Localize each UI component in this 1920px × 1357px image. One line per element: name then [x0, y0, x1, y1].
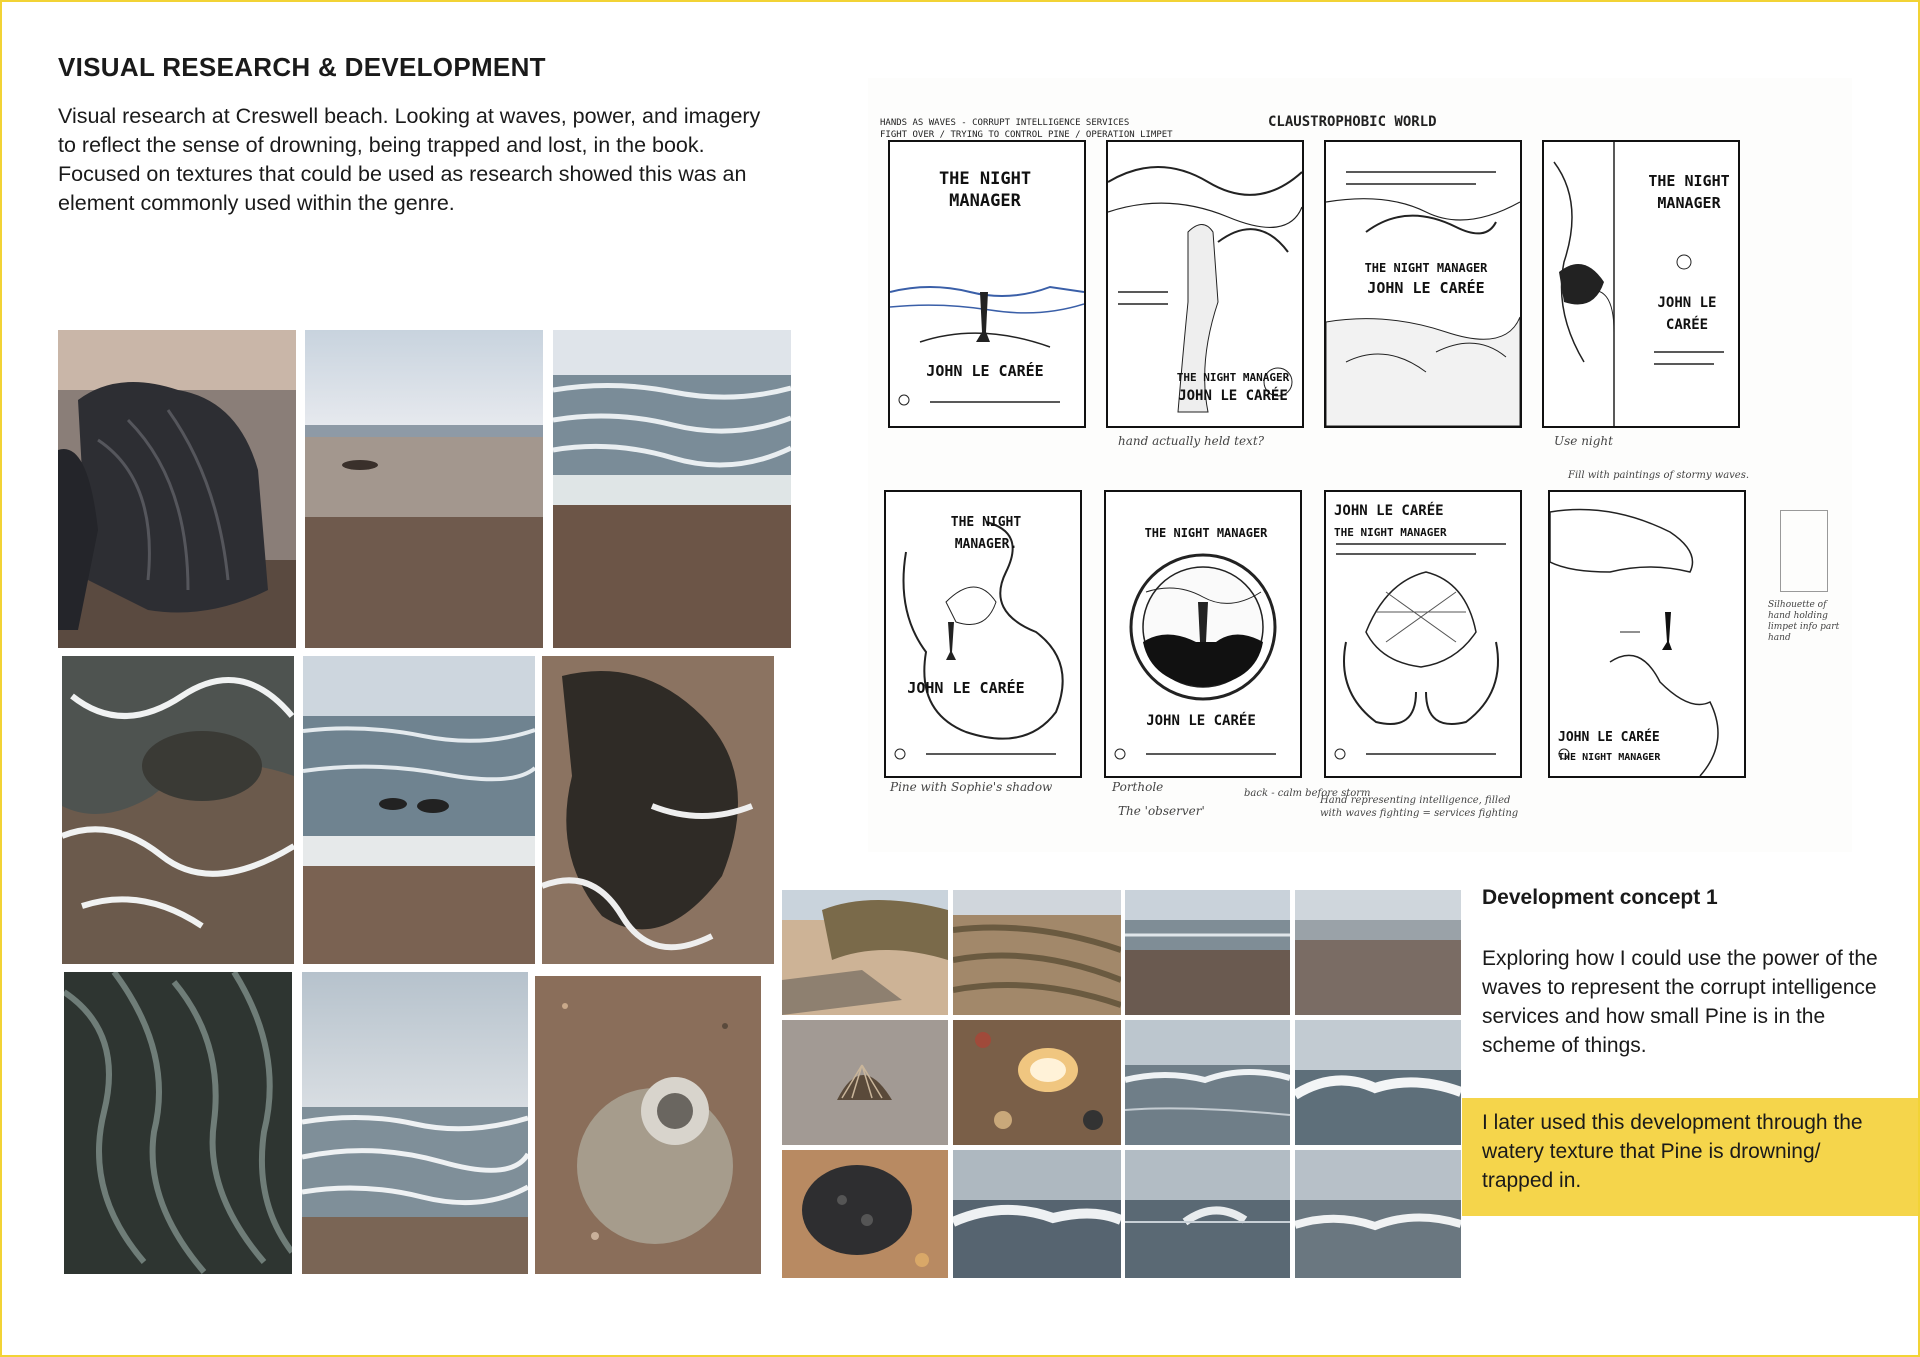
sketch-panel-8-author: JOHN LE CARÉE: [1558, 730, 1660, 745]
sketch-note-hands-as-waves: HANDS AS WAVES - CORRUPT INTELLIGENCE SERVICES: [880, 118, 1130, 128]
sketch-panel-1-title: THE NIGHT MANAGER: [938, 169, 1032, 211]
sketch-note-operation-limpet: FIGHT OVER / TRYING TO CONTROL PINE / OPERATION LIMPET: [880, 130, 1173, 140]
sketch-label-claustrophobic-world: CLAUSTROPHOBIC WORLD: [1268, 114, 1437, 130]
photo-wave-curl-2: [1125, 1150, 1290, 1278]
photo-foam-rock: [62, 656, 294, 964]
development-heading: Development concept 1: [1482, 886, 1718, 909]
photo-beach-shore: [305, 330, 543, 648]
sketch-note-use-night: Use night: [1554, 434, 1613, 448]
highlight-text: I later used this development through the watery texture that Pine is drowning/ trapped in.: [1482, 1111, 1863, 1192]
photo-limpet-shell: [782, 1020, 948, 1145]
sketch-note-observer: The 'observer': [1118, 804, 1205, 818]
photo-surf-beach: [302, 972, 528, 1274]
sketch-panel-4-title: THE NIGHT MANAGER: [1648, 172, 1730, 212]
sketch-panel-2-author: JOHN LE CARÉE: [1178, 388, 1288, 404]
sketch-panel-4: [1542, 140, 1740, 428]
photo-surf-spray: [1295, 1150, 1461, 1278]
sketch-panel-2: [1106, 140, 1304, 428]
photo-crashing-wave: [1295, 1020, 1461, 1145]
sketch-panel-7: [1324, 490, 1522, 778]
photo-black-stone: [782, 1150, 948, 1278]
sketch-panel-6: [1104, 490, 1302, 778]
development-description: Exploring how I could use the power of the waves to represent the corrupt intelligence services and how small Pine is in the scheme of things.: [1482, 947, 1878, 1057]
photo-shells-pebbles: [953, 1020, 1121, 1145]
sketch-note-hand-held-text: hand actually held text?: [1118, 434, 1265, 448]
photo-rock-seaweed: [542, 656, 774, 964]
sketch-panel-3-title: THE NIGHT MANAGER: [1364, 261, 1488, 275]
photo-wave-curl-1: [953, 1150, 1121, 1278]
sketch-panel-6-author: JOHN LE CARÉE: [1146, 713, 1256, 729]
intro-paragraph: Visual research at Creswell beach. Looking at waves, power, and imagery to reflect the sense of drowning, being trapped and lost, in the book. Focused on textures that could be used as research showed this was an element commonly used within the genre.: [58, 104, 761, 215]
sketch-panel-2-title: THE NIGHT MANAGER: [1176, 371, 1290, 384]
sketch-panel-6-title: THE NIGHT MANAGER: [1144, 526, 1268, 540]
sketch-panel-4-author: JOHN LE CARÉE: [1657, 295, 1717, 333]
sketch-note-calm-before-storm: back - calm before storm: [1244, 788, 1371, 799]
photo-seaweed: [64, 972, 292, 1274]
sketch-panel-5-title: THE NIGHT MANAGER.: [950, 515, 1022, 552]
sketch-panel-1-author: JOHN LE CARÉE: [926, 362, 1044, 380]
sketch-note-porthole: Porthole: [1112, 780, 1164, 794]
sketch-panel-7-title: THE NIGHT MANAGER: [1334, 526, 1447, 539]
sketch-panel-8: [1548, 490, 1746, 778]
photo-wet-sand: [1295, 890, 1461, 1015]
photo-dunes-rocks: [782, 890, 948, 1015]
page-title: VISUAL RESEARCH & DEVELOPMENT: [58, 52, 546, 82]
photo-calm-sea: [1125, 890, 1290, 1015]
sketch-panel-3: [1324, 140, 1522, 428]
sketch-panel-3-author: JOHN LE CARÉE: [1367, 279, 1485, 297]
sketch-panel-1: [888, 140, 1086, 428]
sketch-note-stormy-waves: Fill with paintings of stormy waves.: [1568, 470, 1750, 481]
sketch-panel-5: [884, 490, 1082, 778]
photo-pebble-stone: [535, 976, 761, 1274]
photo-sea-rocks: [303, 656, 535, 964]
photo-rock-wood: [58, 330, 296, 648]
sketch-mini-thumbnail: [1780, 510, 1828, 592]
thumbnail-sketch-sheet: [868, 78, 1852, 852]
sketch-panel-7-author: JOHN LE CARÉE: [1334, 503, 1444, 519]
sketch-panel-5-author: JOHN LE CARÉE: [907, 679, 1025, 697]
photo-waves-sand: [553, 330, 791, 648]
sketch-note-silhouette: Silhouette of hand holding limpet info part hand: [1768, 600, 1840, 643]
photo-breaking-wave: [1125, 1020, 1290, 1145]
photo-layered-rock: [953, 890, 1121, 1015]
sketch-note-intelligence-hands: Hand representing intelligence, filled with waves fighting = services fighting: [1320, 795, 1519, 819]
sketch-panel-8-title: THE NIGHT MANAGER: [1558, 752, 1661, 763]
sketch-note-pine-shadow: Pine with Sophie's shadow: [890, 780, 1053, 794]
